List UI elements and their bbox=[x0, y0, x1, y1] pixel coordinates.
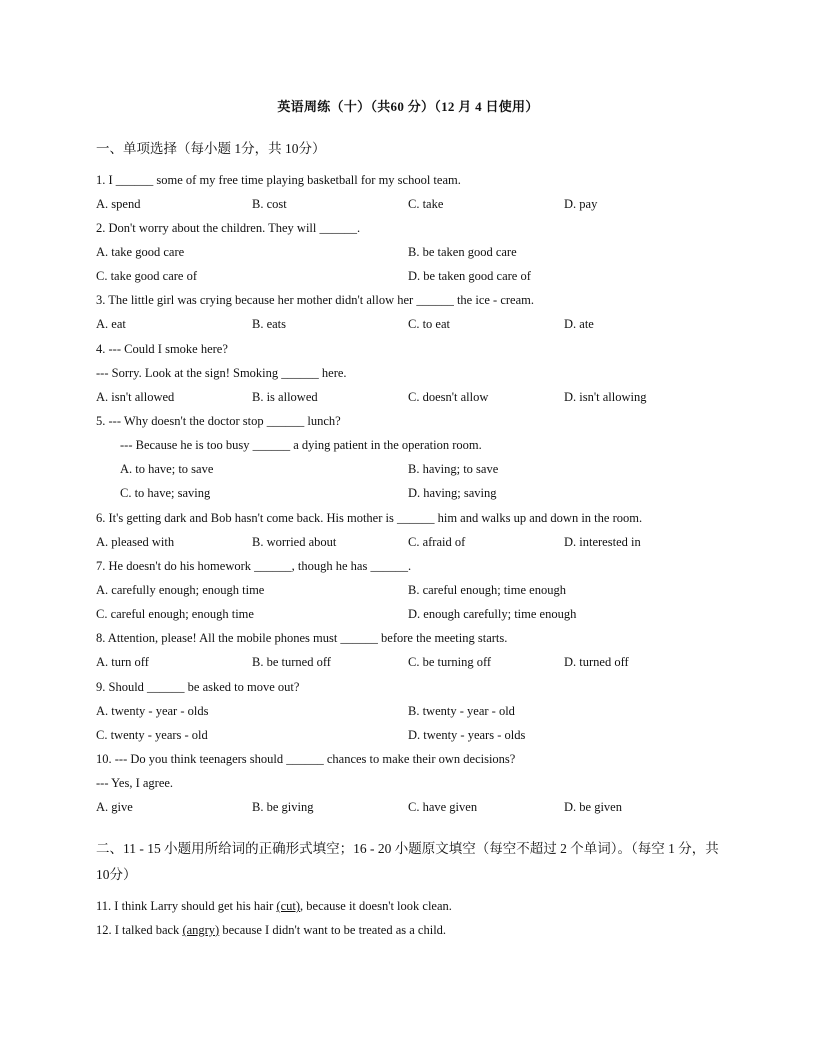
question-3-options bbox=[96, 315, 716, 333]
option-a: A. to have; to save bbox=[120, 462, 214, 476]
question-4-options bbox=[96, 388, 716, 406]
question-5-options-row1 bbox=[120, 460, 716, 478]
question-3-stem: 3. The little girl was crying because her mother didn't allow her ______ the ice - cream. bbox=[96, 293, 534, 307]
question-9-options-row2 bbox=[96, 726, 716, 744]
option-c: C. take bbox=[408, 197, 444, 211]
question-7-options-row1 bbox=[96, 581, 716, 599]
option-d: D. pay bbox=[564, 197, 598, 211]
section-heading-2: 二、11 - 15 小题用所给词的正确形式填空；16 - 20 小题原文填空（每空不超过 2 个单词）。（每空 1 分，共 10分） bbox=[96, 841, 719, 882]
option-c: C. careful enough; enough time bbox=[96, 607, 254, 621]
option-c: C. have given bbox=[408, 800, 478, 814]
option-b: B. is allowed bbox=[252, 390, 318, 404]
option-a: A. pleased with bbox=[96, 535, 175, 549]
option-c: C. doesn't allow bbox=[408, 390, 489, 404]
option-a: A. isn't allowed bbox=[96, 390, 175, 404]
section-heading-1: 一、单项选择（每小题 1分，共 10分） bbox=[96, 141, 326, 156]
option-b: B. cost bbox=[252, 197, 287, 211]
option-d: D. be given bbox=[564, 800, 622, 814]
option-b: B. be turned off bbox=[252, 655, 331, 669]
question-10-stem: 10. --- Do you think teenagers should ______ chances to make their own decisions? bbox=[96, 752, 516, 766]
option-d: D. interested in bbox=[564, 535, 641, 549]
question-5-stem: 5. --- Why doesn't the doctor stop ______ lunch? bbox=[96, 414, 341, 428]
question-8-options bbox=[96, 653, 716, 671]
option-a: A. take good care bbox=[96, 245, 185, 259]
option-a: A. carefully enough; enough time bbox=[96, 583, 265, 597]
question-6-stem: 6. It's getting dark and Bob hasn't come back. His mother is ______ him and walks up and down in the room. bbox=[96, 511, 643, 525]
question-11 bbox=[96, 897, 452, 915]
page-title: 英语周练（十）（共60 分）（12 月 4 日使用） bbox=[277, 99, 539, 114]
question-2-options-row1 bbox=[96, 243, 716, 261]
option-a: A. spend bbox=[96, 197, 141, 211]
option-b: B. be taken good care bbox=[408, 245, 517, 259]
question-12-given-word: (angry) bbox=[182, 923, 220, 937]
question-9-stem: 9. Should ______ be asked to move out? bbox=[96, 680, 300, 694]
question-11-given-word: (cut) bbox=[276, 899, 301, 913]
option-d: D. be taken good care of bbox=[408, 269, 531, 283]
option-b: B. worried about bbox=[252, 535, 337, 549]
option-c: C. twenty - years - old bbox=[96, 728, 208, 742]
question-1-stem: 1. I ______ some of my free time playing basketball for my school team. bbox=[96, 173, 461, 187]
option-c: C. afraid of bbox=[408, 535, 466, 549]
question-6-options bbox=[96, 533, 716, 551]
option-a: A. give bbox=[96, 800, 133, 814]
option-d: D. enough carefully; time enough bbox=[408, 607, 577, 621]
question-4-stem-reply: --- Sorry. Look at the sign! Smoking ______ here. bbox=[96, 366, 347, 380]
option-b: B. eats bbox=[252, 317, 287, 331]
question-8-stem: 8. Attention, please! All the mobile phones must ______ before the meeting starts. bbox=[96, 631, 508, 645]
question-2-options-row2 bbox=[96, 267, 716, 285]
question-7-stem: 7. He doesn't do his homework ______, though he has ______. bbox=[96, 559, 412, 573]
question-10-stem-reply: --- Yes, I agree. bbox=[96, 776, 174, 790]
option-a: A. twenty - year - olds bbox=[96, 704, 209, 718]
question-12 bbox=[96, 921, 446, 939]
option-b: B. twenty - year - old bbox=[408, 704, 515, 718]
question-7-options-row2 bbox=[96, 605, 716, 623]
option-b: B. having; to save bbox=[408, 462, 499, 476]
option-d: D. twenty - years - olds bbox=[408, 728, 526, 742]
option-d: D. turned off bbox=[564, 655, 629, 669]
question-12-after: because I didn't want to be treated as a child. bbox=[219, 923, 447, 937]
option-c: C. to eat bbox=[408, 317, 451, 331]
question-9-options-row1 bbox=[96, 702, 716, 720]
question-11-after: , because it doesn't look clean. bbox=[300, 899, 452, 913]
option-a: A. turn off bbox=[96, 655, 149, 669]
option-c: C. be turning off bbox=[408, 655, 492, 669]
question-11-before: 11. I think Larry should get his hair bbox=[96, 899, 277, 913]
option-d: D. having; saving bbox=[408, 486, 497, 500]
option-c: C. take good care of bbox=[96, 269, 198, 283]
question-5-options-row2 bbox=[120, 484, 716, 502]
option-b: B. careful enough; time enough bbox=[408, 583, 566, 597]
option-a: A. eat bbox=[96, 317, 126, 331]
option-b: B. be giving bbox=[252, 800, 314, 814]
option-c: C. to have; saving bbox=[120, 486, 211, 500]
question-1-options bbox=[96, 195, 716, 213]
question-12-before: 12. I talked back bbox=[96, 923, 183, 937]
question-2-stem: 2. Don't worry about the children. They will ______. bbox=[96, 221, 361, 235]
question-10-options bbox=[96, 798, 716, 816]
option-d: D. isn't allowing bbox=[564, 390, 647, 404]
question-5-stem-reply: --- Because he is too busy ______ a dying patient in the operation room. bbox=[120, 438, 482, 452]
option-d: D. ate bbox=[564, 317, 594, 331]
question-4-stem: 4. --- Could I smoke here? bbox=[96, 342, 228, 356]
